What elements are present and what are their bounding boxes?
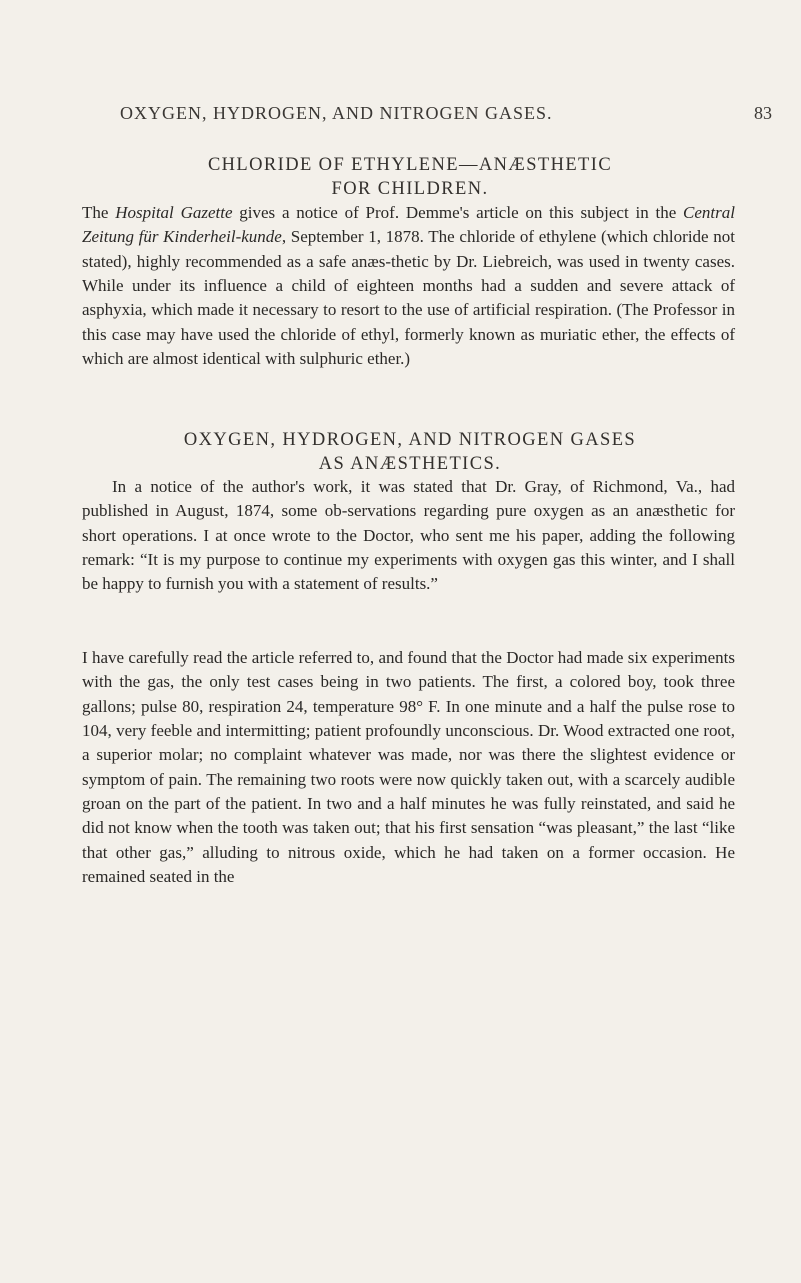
heading-line: AS ANÆSTHETICS. <box>318 454 502 474</box>
heading-line: OXYGEN, HYDROGEN, AND NITROGEN GASES <box>183 430 637 450</box>
running-head-title: OXYGEN, HYDROGEN, AND NITROGEN GASES. <box>120 103 553 123</box>
text-run: gives a notice of Prof. Demme's article on this subject in the <box>232 203 684 222</box>
section-heading-chloride <box>80 153 740 201</box>
paragraph-experiments: I have carefully read the article referred to, and found that the Doctor had made six experiments with the gas, the only test cases being in two patients. The first, a colored boy, took three gallons; pulse 80, respiration 24, temperature 98° F. In one minute and a half the pulse rose to 104, very feeble and intermitting; patient profoundly unconscious. Dr. Wood extracted one root, a superior molar; no complaint whatever was made, nor was there the slightest evidence or symptom of pain. The remaining two roots were now quickly taken out, with a scarcely audible groan on the part of the patient. In two and a half minutes he was fully reinstated, and said he did not know when the tooth was taken out; that his first sensation “was pleasant,” the last “like that other gas,” alluding to nitrous oxide, which he had taken on a former occasion. He remained seated in the <box>82 648 735 887</box>
heading-line: FOR CHILDREN. <box>331 179 489 199</box>
italic-title-hospital-gazette: Hospital Gazette <box>115 203 233 222</box>
heading-line: CHLORIDE OF ETHYLENE—ANÆSTHETIC <box>207 155 613 175</box>
text-run: , September 1, 1878. The chloride of ethylene (which chloride not stated), highly recommended as a safe anæs-thetic by Dr. Liebreich, was used in twenty cases. While under its influence a child of eighteen months had a sudden and severe attack of asphyxia, which made it necessary to resort to the use of artificial respiration. (The Professor in this case may have used the chloride of ethyl, formerly known as muriatic ether, the effects of which are almost identical with sulphuric ether.) <box>82 227 736 369</box>
text-run: The <box>82 203 116 222</box>
paragraph-chloride <box>82 201 735 371</box>
italic-title-central-zeitung: Central Zeitung für Kinderheil-kunde <box>82 203 735 247</box>
section-heading-gases <box>80 428 740 476</box>
page-number: 83 <box>754 103 772 123</box>
paragraph-oxygen-notice: In a notice of the author's work, it was stated that Dr. Gray, of Richmond, Va., had published in August, 1874, some ob-servations regarding pure oxygen as an anæsthetic for short operations. I at once wrote to the Doctor, who sent me his paper, adding the following remark: “It is my purpose to continue my experiments with oxygen gas this winter, and I shall be happy to furnish you with a statement of results.” <box>82 477 735 594</box>
